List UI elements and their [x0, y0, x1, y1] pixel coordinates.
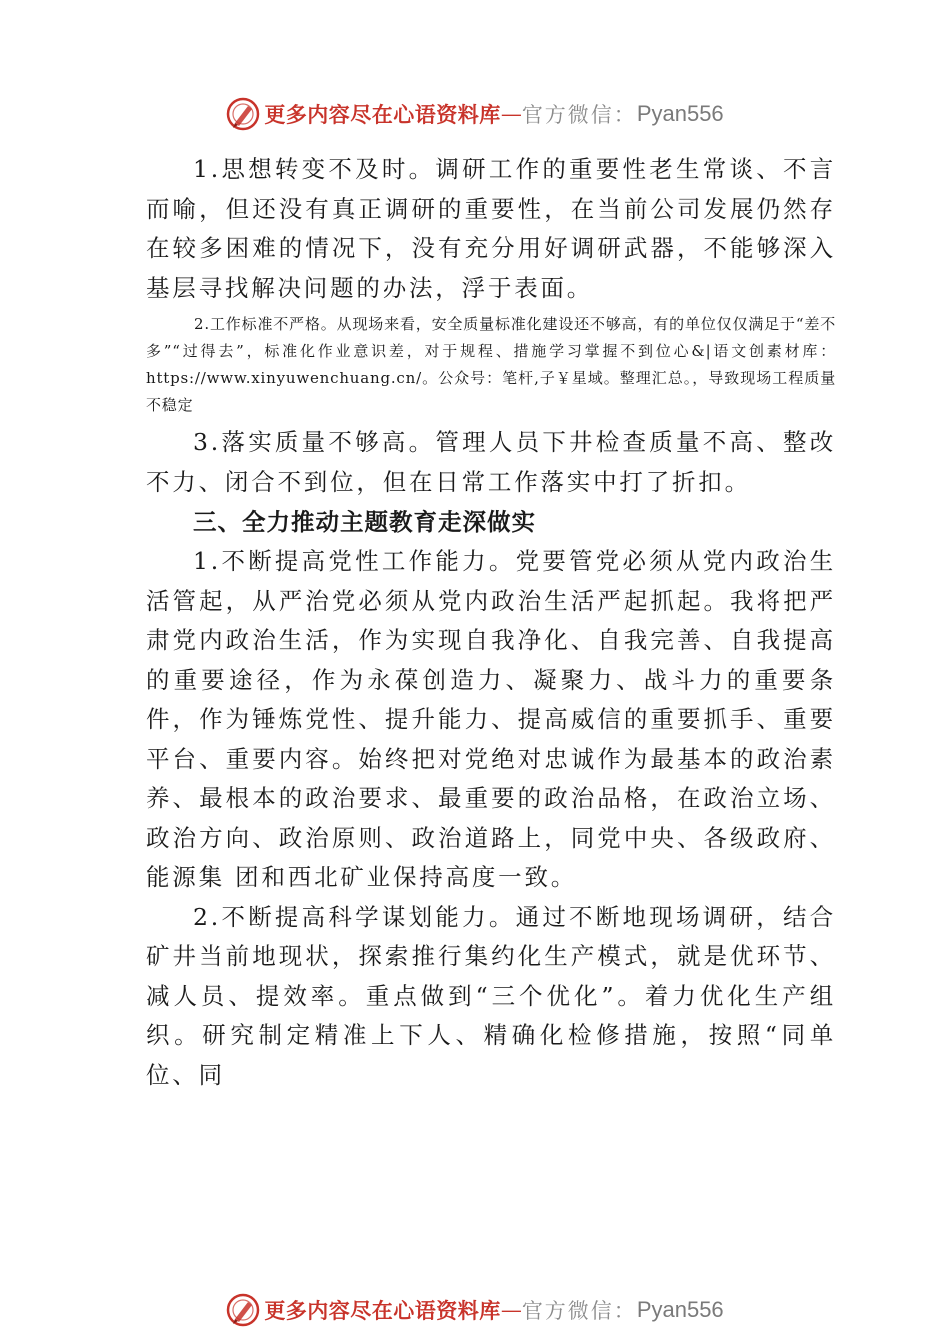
pen-logo-icon — [226, 1293, 260, 1327]
pen-logo-icon — [226, 97, 260, 131]
paragraph-4: 1.不断提高党性工作能力。党要管党必须从党内政治生活管起，从严治党必须从党内政治生活严起抓起。我将把严肃党内政治生活，作为实现自我净化、自我完善、自我提高的重要途径，作为永葆创造力、凝聚力、战斗力的重要条件，作为锤炼党性、提升能力、提高威信的重要抓手、重要平台、重要内容。始终把对党绝对忠诚作为最基本的政治素养、最根本的政治要求、最重要的政治品格，在政治立场、政治方向、政治原则、政治道路上，同党中央、各级政府、能源集 团和西北矿业保持高度一致。 — [146, 547, 836, 891]
footer-wechat-id: Pyan556 — [636, 1297, 724, 1322]
document-body — [146, 150, 836, 1095]
header-wechat-label: 官方微信： — [521, 103, 637, 127]
paragraph-3: 3.落实质量不够高。管理人员下井检查质量不高、整改不力、闭合不到位，但在日常工作落实中打了折扣。 — [146, 428, 836, 496]
footer-dash: — — [500, 1298, 522, 1322]
header-banner — [0, 92, 950, 136]
footer-brand-text: 更多内容尽在心语资料库 — [264, 1298, 501, 1323]
header-wechat-id: Pyan556 — [636, 101, 724, 126]
paragraph-2: 2.工作标准不严格。从现场来看，安全质量标准化建设还不够高，有的单位仅仅满足于“差不多”“过得去”，标准化作业意识差，对于规程、措施学习掌握不到位心&|语文创素材库：https://www.xinyuwenchuang.cn/。公众号：笔杆,子￥星域。整理汇总。，导致现场工程质量不稳定 — [146, 315, 836, 414]
paragraph-1: 1.思想转变不及时。调研工作的重要性老生常谈、不言而喻，但还没有真正调研的重要性，在当前公司发展仍然存在较多困难的情况下，没有充分用好调研武器，不能够深入基层寻找解决问题的办法，浮于表面。 — [146, 155, 836, 302]
section-heading: 三、全力推动主题教育走深做实 — [193, 508, 536, 536]
paragraph-5: 2.不断提高科学谋划能力。通过不断地现场调研，结合矿井当前地现状，探索推行集约化生产模式，就是优环节、 减人员、提效率。重点做到“三个优化”。着力优化生产组织。研究制定精准上下人、精确化检修措施，按照“同单位、同 — [146, 902, 836, 1089]
footer-wechat-label: 官方微信： — [521, 1299, 637, 1323]
footer-banner — [0, 1288, 950, 1332]
header-dash: — — [500, 102, 522, 126]
header-brand-text: 更多内容尽在心语资料库 — [264, 102, 501, 127]
